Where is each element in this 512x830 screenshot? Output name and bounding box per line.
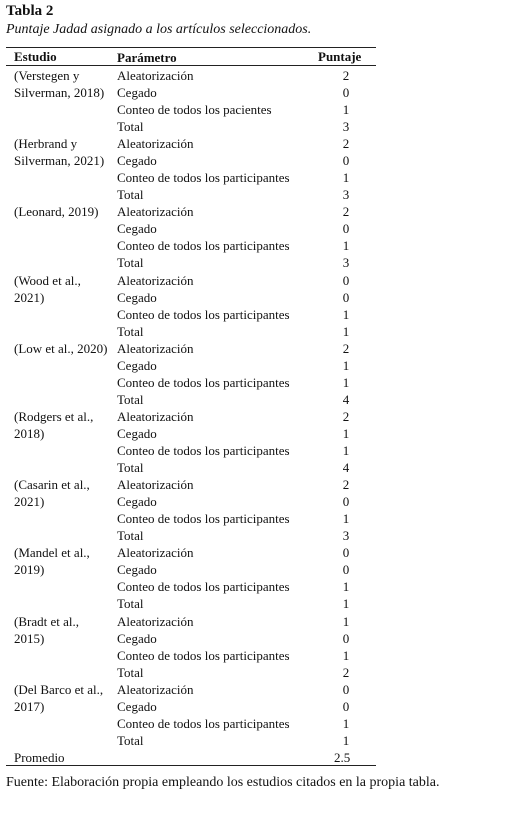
parameter-cell: Conteo de todos los participantes: [117, 647, 290, 663]
score-cell: 0: [342, 494, 350, 510]
parameter-cell: Cegado: [117, 630, 157, 646]
table-source-note: Fuente: Elaboración propia empleando los estudios citados en la propia tabla.: [6, 775, 440, 790]
parameter-cell: Total: [117, 391, 144, 407]
score-cell: 1: [342, 613, 350, 629]
parameter-cell: Conteo de todos los pacientes: [117, 102, 272, 117]
score-cell: 1: [342, 596, 350, 612]
score-cell: 0: [342, 153, 350, 169]
table-title: Tabla 2: [6, 3, 54, 19]
score-cell: 0: [342, 630, 350, 646]
score-cell: 1: [342, 732, 350, 748]
study-name: (Low et al., 2020): [14, 340, 108, 356]
parameter-cell: Conteo de todos los participantes: [117, 511, 290, 527]
score-cell: 0: [342, 698, 350, 714]
study-name: (Herbrand y Silverman, 2021): [14, 136, 105, 169]
study-name: (Bradt et al., 2015): [14, 613, 79, 646]
score-cell: 1: [342, 374, 350, 390]
parameter-cell: Aleatorización: [117, 272, 194, 288]
study-name: (Verstegen y Silverman, 2018): [14, 68, 105, 100]
score-cell: 2: [342, 68, 350, 83]
parameter-cell: Conteo de todos los participantes: [117, 170, 290, 186]
score-cell: 0: [342, 85, 350, 100]
average-value: 2.5: [334, 750, 351, 765]
score-cell: 1: [342, 511, 350, 527]
score-cell: 0: [342, 681, 350, 697]
parameter-cell: Conteo de todos los participantes: [117, 715, 290, 731]
score-cell: 1: [342, 102, 350, 117]
header-parameter: Parámetro: [117, 50, 177, 65]
score-cell: 4: [342, 460, 350, 475]
score-cell: 0: [342, 272, 350, 288]
score-cell: 1: [342, 238, 350, 254]
score-cell: 1: [342, 426, 350, 441]
score-cell: 1: [342, 306, 350, 322]
score-cell: 1: [342, 170, 350, 186]
parameter-cell: Cegado: [117, 698, 157, 714]
parameter-cell: Cegado: [117, 562, 157, 578]
parameter-cell: Conteo de todos los participantes: [117, 238, 290, 254]
parameter-cell: Total: [117, 255, 144, 271]
score-cell: 1: [342, 323, 350, 339]
score-cell: 1: [342, 647, 350, 663]
parameter-cell: Conteo de todos los participantes: [117, 374, 290, 390]
header-score: Puntaje: [318, 49, 362, 64]
parameter-cell: Aleatorización: [117, 204, 194, 220]
score-cell: 3: [342, 187, 350, 203]
score-cell: 2: [342, 136, 350, 152]
score-cell: 1: [342, 357, 350, 373]
score-cell: 0: [342, 289, 350, 305]
header-study: Estudio: [14, 49, 57, 64]
parameter-cell: Cegado: [117, 221, 157, 237]
parameter-cell: Conteo de todos los participantes: [117, 443, 290, 458]
parameter-cell: Conteo de todos los participantes: [117, 579, 290, 595]
parameter-cell: Total: [117, 664, 144, 680]
parameter-cell: Aleatorización: [117, 340, 194, 356]
score-cell: 0: [342, 562, 350, 578]
study-name: (Rodgers et al., 2018): [14, 409, 94, 441]
parameter-cell: Total: [117, 119, 144, 134]
study-name: (Leonard, 2019): [14, 204, 99, 220]
score-cell: 1: [342, 443, 350, 458]
table-bottom-rule: [6, 765, 376, 766]
parameter-cell: Total: [117, 732, 144, 748]
score-cell: 3: [342, 255, 350, 271]
study-name: (Wood et al., 2021): [14, 272, 81, 305]
parameter-cell: Cegado: [117, 85, 157, 100]
parameter-cell: Total: [117, 528, 144, 544]
score-cell: 2: [342, 477, 350, 493]
score-cell: 2: [342, 409, 350, 424]
score-cell: 2: [342, 340, 350, 356]
parameter-cell: Cegado: [117, 153, 157, 169]
parameter-cell: Cegado: [117, 494, 157, 510]
parameter-cell: Total: [117, 187, 144, 203]
score-cell: 4: [342, 391, 350, 407]
parameter-cell: Total: [117, 596, 144, 612]
parameter-cell: Aleatorización: [117, 477, 194, 493]
score-cell: 3: [342, 119, 350, 134]
parameter-cell: Conteo de todos los participantes: [117, 306, 290, 322]
score-cell: 1: [342, 579, 350, 595]
parameter-cell: Aleatorización: [117, 68, 194, 83]
parameter-cell: Aleatorización: [117, 409, 194, 424]
parameter-cell: Total: [117, 323, 144, 339]
parameter-cell: Cegado: [117, 289, 157, 305]
score-cell: 2: [342, 204, 350, 220]
parameter-cell: Aleatorización: [117, 613, 194, 629]
score-cell: 2: [342, 664, 350, 680]
parameter-cell: Aleatorización: [117, 681, 194, 697]
parameter-cell: Aleatorización: [117, 136, 194, 152]
parameter-cell: Aleatorización: [117, 545, 194, 561]
parameter-cell: Cegado: [117, 357, 157, 373]
score-cell: 0: [342, 221, 350, 237]
score-cell: 3: [342, 528, 350, 544]
score-cell: 1: [342, 715, 350, 731]
table-subtitle: Puntaje Jadad asignado a los artículos seleccionados.: [6, 22, 312, 37]
study-name: (Casarin et al., 2021): [14, 477, 90, 510]
study-name: (Del Barco et al., 2017): [14, 681, 104, 714]
score-cell: 0: [342, 545, 350, 561]
parameter-cell: Total: [117, 460, 144, 475]
study-name: (Mandel et al., 2019): [14, 545, 90, 578]
average-label: Promedio: [14, 750, 65, 765]
parameter-cell: Cegado: [117, 426, 157, 441]
